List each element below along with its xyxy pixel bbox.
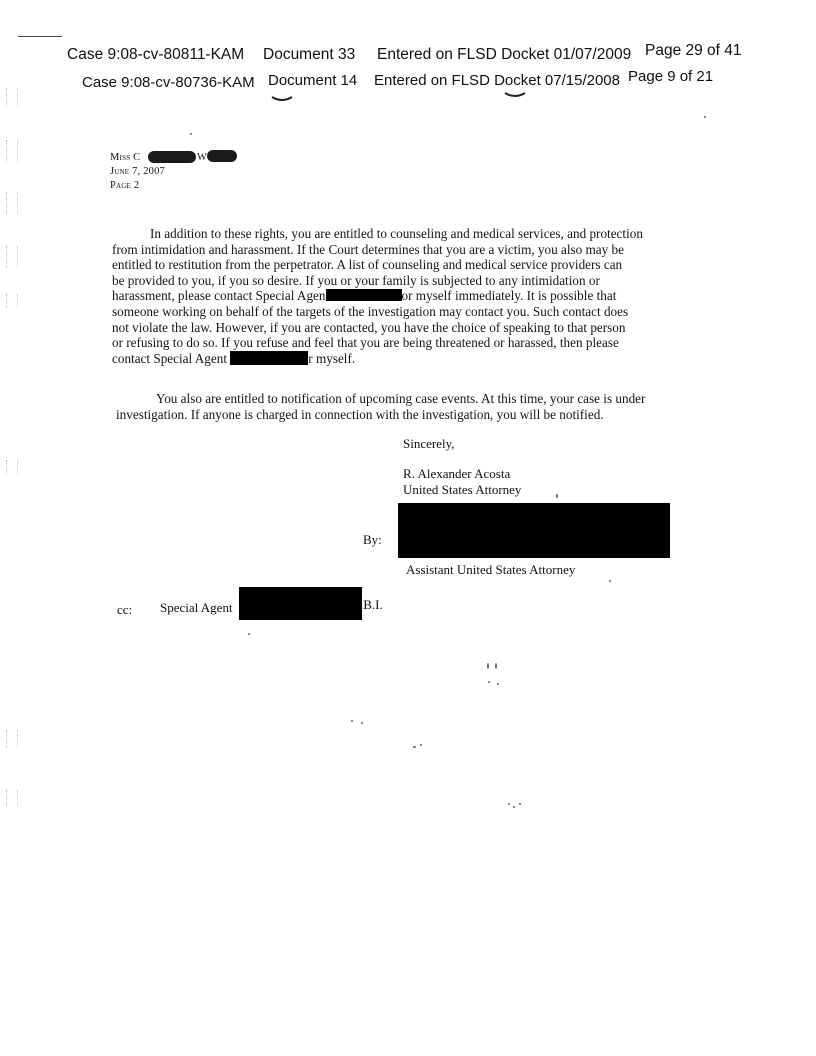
page-number: Page 29 of 41 bbox=[645, 42, 742, 59]
scan-speck bbox=[497, 683, 499, 685]
letter-page-number: Page 2 bbox=[110, 180, 140, 191]
by-label: By: bbox=[363, 532, 382, 547]
scan-speck bbox=[190, 133, 192, 135]
margin-artifact bbox=[6, 790, 18, 806]
recipient-initial: W bbox=[197, 152, 208, 163]
recipient-line bbox=[110, 152, 140, 163]
redaction-bar bbox=[326, 289, 402, 301]
scan-speck bbox=[351, 720, 353, 722]
scan-speck bbox=[487, 663, 489, 669]
body-line: or refusing to do so. If you refuse and feel that you are being threatened or harassed, then please bbox=[112, 335, 619, 351]
redaction-bar bbox=[230, 351, 308, 365]
body-line: from intimidation and harassment. If the Court determines that you are a victim, you also may be bbox=[112, 241, 624, 257]
signer-office: United States Attorney bbox=[403, 482, 522, 497]
body-line: investigation. If anyone is charged in connection with the investigation, you will be notified. bbox=[116, 406, 604, 422]
scan-edge-line bbox=[18, 36, 62, 37]
scan-speck bbox=[508, 803, 510, 805]
docket-entry: Entered on FLSD Docket 01/07/2009 bbox=[377, 46, 632, 63]
signer-name: R. Alexander Acosta bbox=[403, 466, 511, 481]
docket-entry: Entered on FLSD Docket 07/15/2008 bbox=[374, 72, 620, 89]
redaction-bar bbox=[148, 151, 196, 163]
scan-speck bbox=[609, 580, 611, 582]
header-tick-mark bbox=[503, 91, 527, 99]
closing-salutation: Sincerely, bbox=[403, 436, 455, 451]
body-line: In addition to these rights, you are entitled to counseling and medical services, and protection bbox=[150, 226, 643, 241]
court-header-line-1 bbox=[67, 42, 757, 66]
scan-speck bbox=[704, 116, 706, 118]
body-text-fragment: r myself. bbox=[308, 350, 356, 366]
letter-date: June 7, 2007 bbox=[110, 166, 165, 177]
body-text-fragment: or myself immediately. It is possible that bbox=[401, 288, 617, 304]
case-number: Case 9:08-cv-80811-KAM bbox=[67, 46, 245, 63]
body-line bbox=[112, 351, 643, 367]
page-number: Page 9 of 21 bbox=[628, 68, 714, 85]
scan-speck bbox=[495, 663, 497, 669]
cc-label: cc: bbox=[117, 602, 133, 617]
margin-artifact bbox=[6, 460, 18, 474]
cc-recipient: Special Agent bbox=[160, 600, 233, 615]
scan-speck bbox=[556, 494, 558, 498]
margin-artifact bbox=[6, 140, 18, 162]
scan-speck bbox=[420, 744, 422, 746]
redaction-bar bbox=[207, 150, 237, 162]
margin-artifact bbox=[6, 192, 18, 214]
recipient-prefix: Miss C bbox=[110, 152, 141, 163]
cc-agency: .B.I. bbox=[360, 597, 383, 612]
signer-title: Assistant United States Attorney bbox=[406, 562, 576, 577]
court-header-line-2 bbox=[82, 68, 722, 94]
cc-redaction bbox=[239, 587, 362, 620]
margin-artifact bbox=[6, 88, 18, 106]
body-line: You also are entitled to notification of upcoming case events. At this time, your case is under bbox=[156, 391, 646, 406]
body-line: be provided to you, if you so desire. If you or your family is subjected to any intimidation or bbox=[112, 272, 600, 288]
scan-speck bbox=[513, 806, 515, 808]
scan-speck bbox=[361, 722, 363, 724]
body-line: not violate the law. However, if you are contacted, you have the choice of speaking to that person bbox=[112, 319, 626, 335]
margin-artifact bbox=[6, 294, 18, 308]
header-tick-mark bbox=[270, 95, 294, 103]
body-paragraph-1 bbox=[112, 226, 643, 366]
body-line: entitled to restitution from the perpetrator. A list of counseling and medical service providers can bbox=[112, 257, 623, 273]
body-line: someone working on behalf of the targets of the investigation may contact you. Such contact does bbox=[112, 303, 629, 319]
body-line bbox=[112, 288, 643, 304]
scan-speck bbox=[519, 803, 521, 805]
signature-redaction bbox=[398, 503, 670, 558]
scan-speck bbox=[413, 746, 416, 748]
document-number: Document 14 bbox=[268, 72, 358, 89]
document-number: Document 33 bbox=[263, 46, 356, 63]
scan-speck bbox=[248, 633, 250, 635]
margin-artifact bbox=[6, 730, 18, 748]
body-text-fragment: harassment, please contact Special Agen bbox=[112, 288, 326, 304]
body-text-fragment: contact Special Agent bbox=[112, 350, 227, 366]
margin-artifact bbox=[6, 246, 18, 268]
case-number: Case 9:08-cv-80736-KAM bbox=[82, 74, 255, 91]
body-paragraph-2 bbox=[116, 391, 645, 422]
scan-speck bbox=[488, 681, 490, 683]
